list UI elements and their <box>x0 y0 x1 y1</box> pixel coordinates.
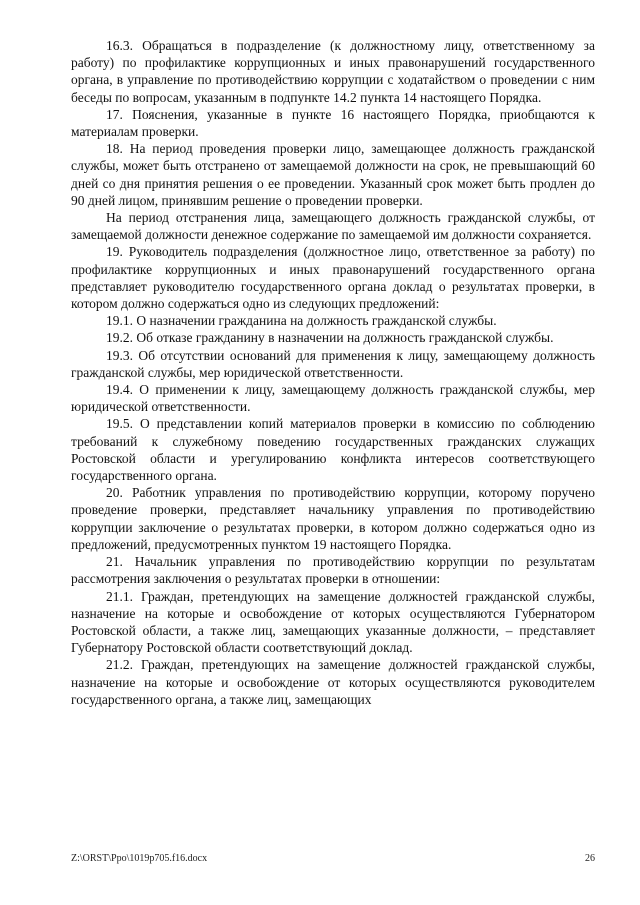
paragraph-19-3: 19.3. Об отсутствии оснований для применения к лицу, замещающему должность гражданской службы, мер юридической ответственности. <box>71 347 595 380</box>
paragraph-19-2: 19.2. Об отказе гражданину в назначении на должность гражданской службы. <box>106 330 554 346</box>
paragraph-19-5: 19.5. О представлении копий материалов проверки в комиссию по соблюдению требований к служебному поведению государственных гражданских служащих Ростовской области и урегулированию конфликта интересов соответствующего государственного органа. <box>71 416 595 484</box>
paragraph-21-1: 21.1. Граждан, претендующих на замещение должностей гражданской службы, назначение на которые и освобождение от которых осуществляются Губернатором Ростовской области, а также лиц, замещающих указанные должности, – представляет Губернатору Ростовской области соответствующий доклад. <box>71 588 595 656</box>
document-body <box>71 37 595 708</box>
paragraph-17: 17. Пояснения, указанные в пункте 16 настоящего Порядка, приобщаются к материалам проверки. <box>71 106 595 140</box>
page-number: 26 <box>585 853 595 864</box>
footer-file-path: Z:\ORST\Ppo\1019p705.f16.docx <box>71 853 208 864</box>
paragraph-18-continued: На период отстранения лица, замещающего должность гражданской службы, от замещаемой должности денежное содержание по замещаемой им должности сохраняется. <box>71 210 595 243</box>
paragraph-21: 21. Начальник управления по противодействию коррупции по результатам рассмотрения заключения о результатах проверки в отношении: <box>71 554 595 587</box>
paragraph-21-2: 21.2. Граждан, претендующих на замещение должностей гражданской службы, назначение на которые и освобождение от которых осуществляются руководителем государственного органа, а также лиц, замещающих <box>71 657 595 707</box>
paragraph-19: 19. Руководитель подразделения (должностное лицо, ответственное за работу) по профилактике коррупционных и иных правонарушений государственного органа представляет руководителю государственного органа доклад о результатах проверки, в котором должно содержаться одно из следующих предложений: <box>71 244 595 312</box>
paragraph-18: 18. На период проведения проверки лицо, замещающее должность гражданской службы, может быть отстранено от замещаемой должности на срок, не превышающий 60 дней со дня принятия решения о ее проведении. Указанный срок может быть продлен до 90 дней лицом, принявшим решение о проведении проверки. <box>71 141 595 208</box>
paragraph-19-1: 19.1. О назначении гражданина на должность гражданской службы. <box>106 313 497 329</box>
paragraph-20: 20. Работник управления по противодействию коррупции, которому поручено проведение проверки, представляет начальнику управления по противодействию коррупции заключение о результатах проверки, в котором должно содержаться одно из предложений, предусмотренных пунктом 19 настоящего Порядка. <box>71 485 595 552</box>
paragraph-19-4: 19.4. О применении к лицу, замещающему должность гражданской службы, мер юридической ответственности. <box>71 382 595 415</box>
paragraph-16-3: 16.3. Обращаться в подразделение (к должностному лицу, ответственному за работу) по профилактике коррупционных и иных правонарушений государственного органа, в управление по противодействию коррупции с ходатайством о проведении с ним беседы по вопросам, указанным в подпункте 14.2 пункта 14 настоящего Порядка. <box>71 38 595 105</box>
